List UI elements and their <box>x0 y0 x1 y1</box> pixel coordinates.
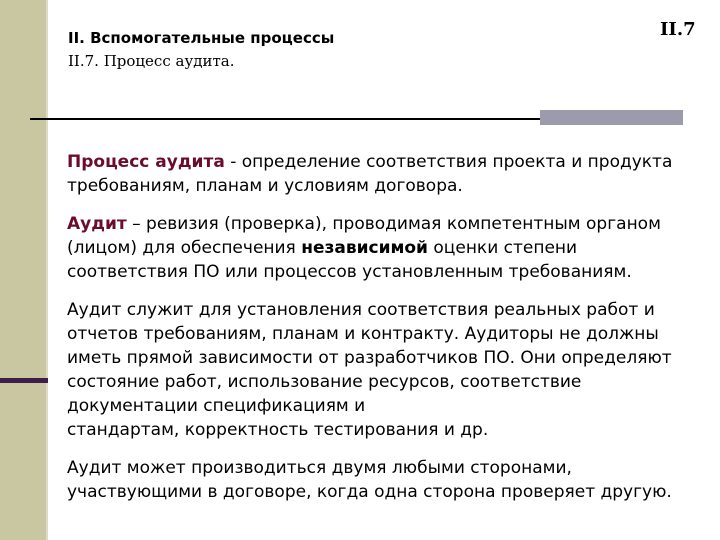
sidebar-decoration <box>0 0 46 540</box>
paragraph-purpose <box>67 298 697 442</box>
subsection-title: II.7. Процесс аудита. <box>68 52 235 70</box>
slide-number: II.7 <box>660 19 696 40</box>
header-divider-bar <box>540 110 683 125</box>
paragraph-text: стандартам, корректность тестирования и др. <box>67 420 489 440</box>
paragraph-audit <box>67 212 697 284</box>
paragraph-text: оценки степени соответствия ПО или процессов установленным требованиям. <box>67 238 632 282</box>
term-audit-process: Процесс аудита <box>67 152 225 172</box>
paragraph-definition <box>67 150 697 198</box>
sidebar-stripe <box>46 0 48 540</box>
paragraph-text: Аудит может производиться двумя любыми сторонами, участвующими в договоре, когда одна сторона проверяет другую. <box>67 458 672 502</box>
section-title: II. Вспомогательные процессы <box>68 29 335 47</box>
slide-content <box>67 150 697 518</box>
bold-word: независимой <box>301 238 428 258</box>
paragraph-parties <box>67 456 697 504</box>
paragraph-text: – ревизия (проверка), проводимая компетентным органом (лицом) для обеспечения <box>67 214 661 258</box>
paragraph-text: Аудит служит для установления соответствия реальных работ и отчетов требованиям, планам и контракту. Аудиторы не должны иметь прямой зависимости от разработчиков ПО. Они определяют состояние работ, использование ресурсов, соответствие документации спецификациям и <box>67 300 672 416</box>
sidebar-accent-bar <box>0 378 48 383</box>
paragraph-text: - определение соответствия проекта и продукта требованиям, планам и условиям договора. <box>67 152 673 196</box>
term-audit: Аудит <box>67 214 127 234</box>
